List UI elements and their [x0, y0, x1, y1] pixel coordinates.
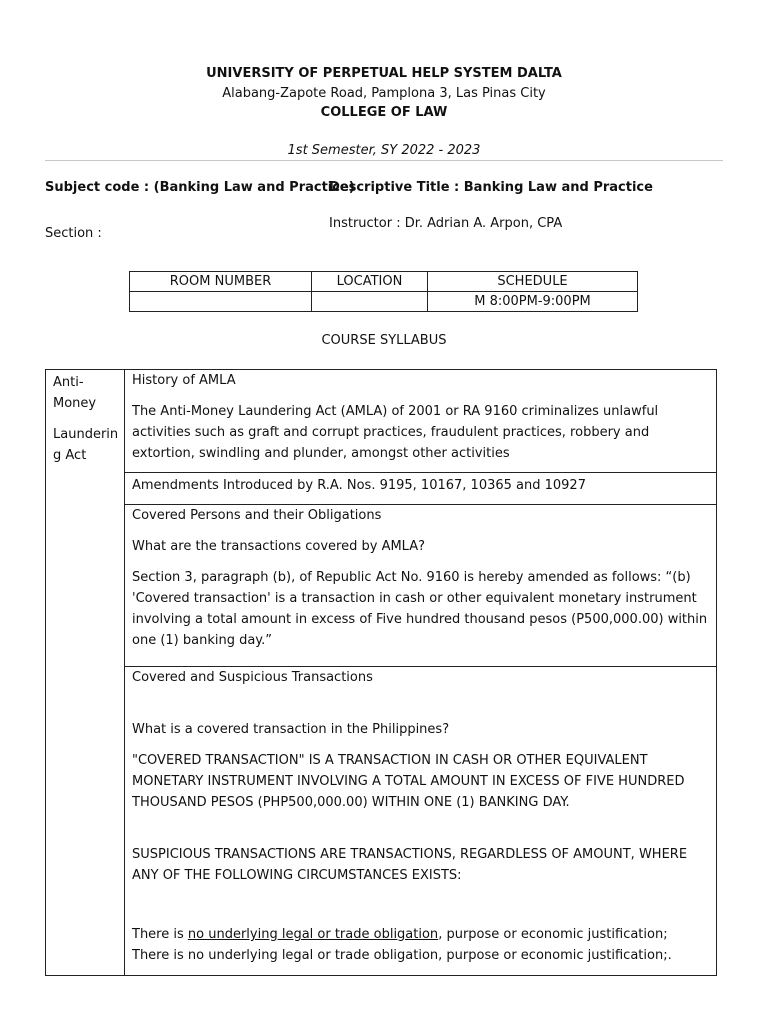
instructor: Instructor : Dr. Adrian A. Arpon, CPA [329, 216, 563, 231]
cell-question: What are the transactions covered by AMLA? [132, 539, 426, 554]
cell-heading: Covered Persons and their Obligations [132, 508, 382, 523]
line-suffix: , purpose or economic justification; [438, 927, 668, 942]
topic-column [45, 369, 124, 976]
suspicious-definition: SUSPICIOUS TRANSACTIONS ARE TRANSACTIONS, REGARDLESS OF AMOUNT, WHERE ANY OF THE FOLLOWING CIRCUMSTANCES EXISTS: [132, 847, 688, 883]
schedule-row [130, 292, 638, 312]
room-number-header: ROOM NUMBER [130, 272, 312, 292]
history-cell [125, 370, 716, 473]
descriptive-title: Descriptive Title : Banking Law and Practice [329, 180, 653, 195]
location-header: LOCATION [312, 272, 428, 292]
amendments-cell [125, 473, 716, 505]
cell-heading: Covered and Suspicious Transactions [132, 670, 373, 685]
cell-heading: History of AMLA [132, 373, 236, 388]
section-label: Section : [45, 226, 102, 241]
location-cell [312, 292, 428, 312]
university-name: UNIVERSITY OF PERPETUAL HELP SYSTEM DALTA [206, 66, 562, 81]
topic-line: Launderin [53, 427, 119, 442]
line-prefix: There is [132, 927, 188, 942]
semester-label: 1st Semester, SY 2022 - 2023 [287, 143, 481, 158]
topic-line: Anti- [53, 375, 84, 390]
topic-label [53, 372, 119, 466]
syllabus-table [45, 369, 717, 1025]
schedule-header: SCHEDULE [428, 272, 638, 292]
covered-suspicious-cell [125, 667, 716, 975]
schedule-table [129, 271, 638, 312]
content-column [124, 369, 717, 976]
college-name: COLLEGE OF LAW [320, 105, 448, 120]
subject-code: Subject code : (Banking Law and Practice) [45, 180, 355, 195]
cell-question: What is a covered transaction in the Philippines? [132, 722, 450, 737]
cell-body: The Anti-Money Laundering Act (AMLA) of 2001 or RA 9160 criminalizes unlawful activities such as graft and corrupt practices, fraudulent practices, robbery and extortion, swindling and plunder, amongst other activities [132, 404, 659, 461]
course-syllabus-title: COURSE SYLLABUS [321, 333, 447, 348]
cell-heading: Amendments Introduced by R.A. Nos. 9195, 10167, 10365 and 10927 [132, 478, 586, 493]
schedule-header-row [130, 272, 638, 292]
covered-definition: "COVERED TRANSACTION" IS A TRANSACTION IN CASH OR OTHER EQUIVALENT MONETARY INSTRUMENT INVOLVING A TOTAL AMOUNT IN EXCESS OF FIVE HUNDRED THOUSAND PESOS (PHP500,000.00) WITHIN ONE (1) BANKING DAY. [132, 753, 685, 810]
university-address: Alabang-Zapote Road, Pamplona 3, Las Pinas City [222, 86, 546, 101]
schedule-cell: M 8:00PM-9:00PM [428, 292, 638, 312]
room-number-cell [130, 292, 312, 312]
circumstance-line [132, 924, 708, 945]
topic-line: g Act [53, 448, 87, 463]
covered-persons-cell [125, 505, 716, 667]
topic-line: Money [53, 396, 97, 411]
header-divider [45, 160, 723, 161]
circumstance-line: There is no underlying legal or trade obligation, purpose or economic justification;. [132, 948, 672, 963]
cell-body: Section 3, paragraph (b), of Republic Act No. 9160 is hereby amended as follows: “(b) 'Covered transaction' is a transaction in cash or other equivalent monetary instrument involving a total amount in excess of Five hundred thousand pesos (P500,000.00) within one (1) banking day.” [132, 570, 708, 648]
underlined-phrase: no underlying legal or trade obligation [187, 927, 439, 942]
